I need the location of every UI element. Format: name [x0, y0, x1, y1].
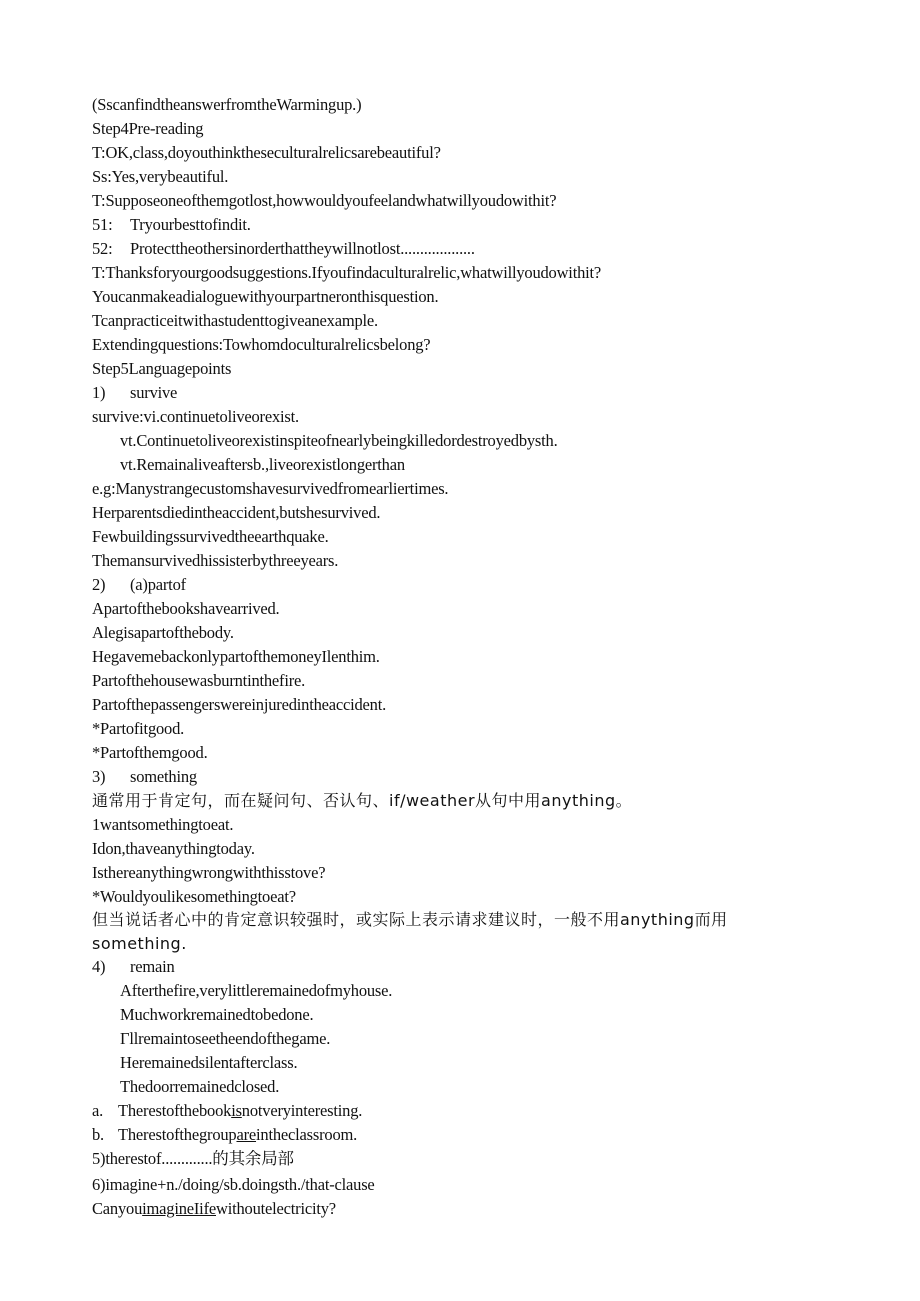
text-line: T:OK,class,doyouthinktheseculturalrelicsarebeautiful?: [92, 143, 441, 162]
sentence-part: Canyou: [92, 1199, 143, 1218]
text-line: Alegisapartofthebody.: [92, 623, 234, 642]
text-line: 通常用于肯定句，而在疑问句、否认句、if/weather从句中用anything。: [92, 791, 633, 810]
text-line: vt.Continuetoliveorexistinspiteofnearlybeingkilledordestroyedbysth.: [120, 431, 558, 450]
text-line: 1wantsomethingtoeat.: [92, 815, 234, 834]
underlined-word: are: [236, 1125, 257, 1144]
text-line: Extendingquestions:Towhomdoculturalrelicsbelong?: [92, 335, 431, 354]
item-text: (a)partof: [130, 575, 186, 594]
section-heading: Step4Pre-reading: [92, 119, 204, 138]
sentence-part: withoutelectricity?: [216, 1199, 336, 1218]
item-text: survive: [130, 383, 178, 402]
numbered-item: [92, 956, 175, 978]
text-line: *Partofthemgood.: [92, 743, 208, 762]
text-line: 6)imagine+n./doing/sb.doingsth./that-clause: [92, 1175, 375, 1194]
numbered-item: [92, 574, 186, 596]
numbered-item: [92, 766, 197, 788]
text-paragraph: 但当说话者心中的肯定意识较强时，或实际上表示请求建议时，一般不用anything而用something.: [92, 910, 728, 953]
numbered-item: [92, 382, 177, 404]
text-line: *Wouldyoulikesomethingtoeat?: [92, 887, 296, 906]
text-line: Herparentsdiedintheaccident,butshesurvived.: [92, 503, 381, 522]
item-number: 4): [92, 957, 106, 976]
underlined-phrase: imagineIife: [142, 1199, 216, 1218]
text-line: Γllremaintoseetheendofthegame.: [120, 1029, 331, 1048]
text-line: Isthereanythingwrongwiththisstove?: [92, 863, 326, 882]
text-line: Thedoorremainedclosed.: [120, 1077, 280, 1096]
item-number: 52:: [92, 239, 113, 258]
text-line: Muchworkremainedtobedone.: [120, 1005, 314, 1024]
text-line: (SscanfindtheanswerfromtheWarmingup.): [92, 95, 362, 114]
item-letter: a.: [92, 1101, 104, 1120]
item-letter: b.: [92, 1125, 104, 1144]
item-text: Therestofthegroup: [118, 1125, 237, 1144]
text-line: survive:vi.continuetoliveorexist.: [92, 407, 299, 426]
text-paragraph: T:Thanksforyourgoodsuggestions.Ifyoufindaculturalrelic,whatwillyoudowithit?Youcanmakeadialoguewithyourpartneronthisquestion.: [92, 263, 602, 306]
item-text: Therestofthebook: [118, 1101, 232, 1120]
item-text: notveryinteresting.: [241, 1101, 363, 1120]
text-line: Ss:Yes,verybeautiful.: [92, 167, 229, 186]
text-line: Partofthepassengerswereinjuredintheaccident.: [92, 695, 387, 714]
item-number: 51:: [92, 215, 113, 234]
text-line: 5)therestof.............的其余局部: [92, 1149, 294, 1168]
text-line: Themansurvivedhissisterbythreeyears.: [92, 551, 339, 570]
item-number: 1): [92, 383, 106, 402]
item-text: intheclassroom.: [256, 1125, 358, 1144]
text-line: e.g:Manystrangecustomshavesurvivedfromearliertimes.: [92, 479, 449, 498]
lettered-item: [92, 1100, 362, 1122]
text-line: HegavemebackonlypartofthemoneyIlenthim.: [92, 647, 380, 666]
text-line: vt.Remainaliveaftersb.,liveorexistlongerthan: [120, 455, 405, 474]
text-line: [92, 1198, 336, 1220]
item-number: 3): [92, 767, 106, 786]
item-text: remain: [130, 957, 175, 976]
item-number: 2): [92, 575, 106, 594]
underlined-word: is: [231, 1101, 242, 1120]
item-text: Protecttheothersinorderthattheywillnotlost...................: [130, 239, 475, 258]
text-line: Tcanpracticeitwithastudenttogiveanexample.: [92, 311, 378, 330]
numbered-item: [92, 214, 251, 236]
item-text: Tryourbesttofindit.: [130, 215, 251, 234]
section-heading: Step5Languagepoints: [92, 359, 232, 378]
numbered-item: [92, 238, 475, 260]
lettered-item: [92, 1124, 357, 1146]
text-line: Fewbuildingssurvivedtheearthquake.: [92, 527, 329, 546]
text-line: Apartofthebookshavearrived.: [92, 599, 280, 618]
item-text: something: [130, 767, 197, 786]
text-line: Heremainedsilentafterclass.: [120, 1053, 298, 1072]
text-line: Idon,thaveanythingtoday.: [92, 839, 255, 858]
text-line: Afterthefire,verylittleremainedofmyhouse.: [120, 981, 393, 1000]
text-line: *Partofitgood.: [92, 719, 185, 738]
text-line: T:Supposeoneofthemgotlost,howwouldyoufeelandwhatwillyoudowithit?: [92, 191, 557, 210]
text-line: Partofthehousewasburntinthefire.: [92, 671, 306, 690]
